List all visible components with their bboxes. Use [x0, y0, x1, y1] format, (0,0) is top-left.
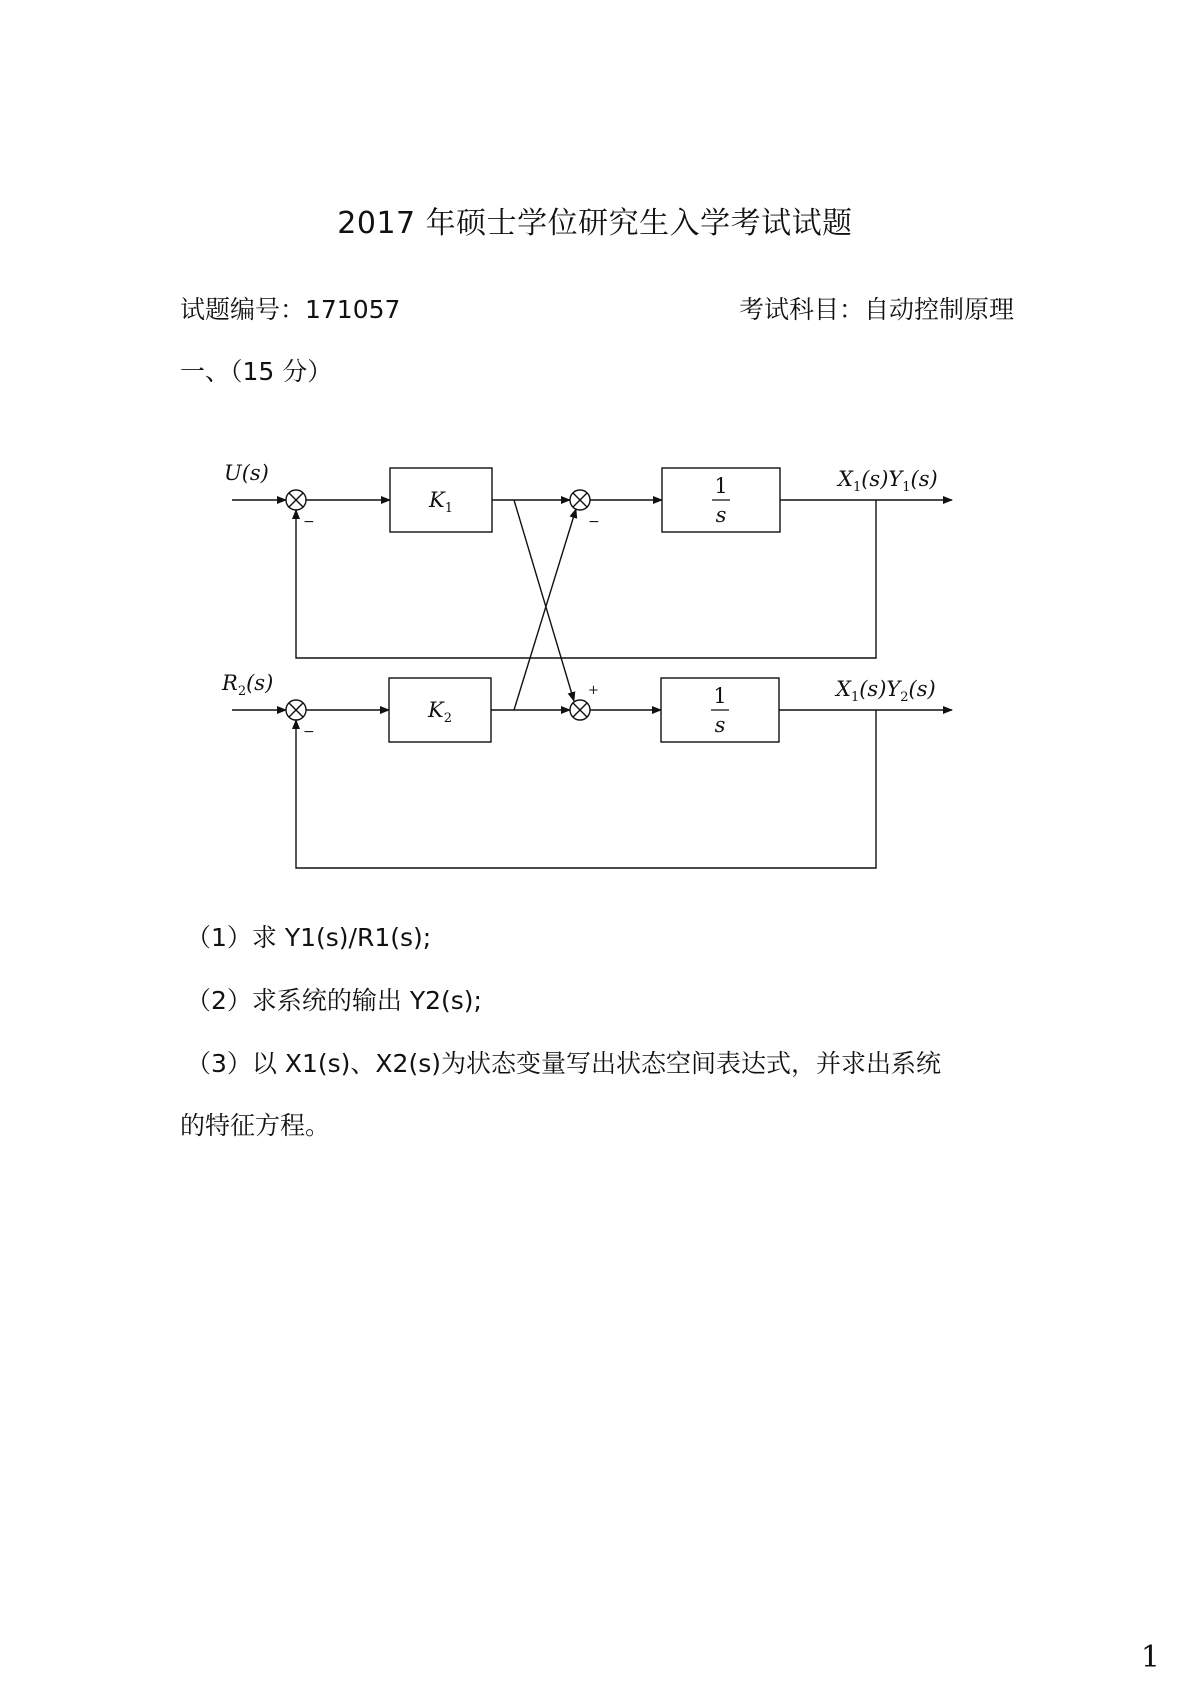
label-input-bottom: $R_2(s)$ — [222, 671, 274, 699]
label-input-top: U(s) — [224, 461, 269, 485]
section-heading: 一、（15 分） — [180, 357, 333, 386]
question-1: （1）求 Y1(s)/R1(s); — [186, 923, 432, 952]
summing-junction-2 — [570, 490, 590, 510]
question-3: （3）以 X1(s)、X2(s)为状态变量写出状态空间表达式，并求出系统 — [186, 1049, 941, 1078]
page-number: 1 — [1140, 1640, 1160, 1675]
question-2: （2）求系统的输出 Y2(s); — [186, 986, 482, 1015]
label-output-top: $X_1(s)Y_1(s)$ — [838, 467, 938, 495]
summing-junction-1 — [286, 490, 306, 510]
label-k2: $K_2$ — [428, 698, 452, 726]
block-diagram — [200, 450, 980, 890]
exam-subject: 考试科目：自动控制原理 — [738, 295, 1014, 324]
summing-junction-4 — [570, 700, 590, 720]
svg-text:1: 1 — [714, 474, 728, 498]
sign-sj4-plus: + — [588, 683, 599, 698]
sign-sj1-minus: − — [303, 514, 315, 530]
page-title: 2017 年硕士学位研究生入学考试试题 — [337, 206, 853, 241]
label-output-bottom: $X_1(s)Y_2(s)$ — [836, 677, 936, 705]
sign-sj3-minus: − — [303, 724, 315, 740]
svg-text:s: s — [715, 503, 727, 527]
label-k1: $K_1$ — [429, 488, 453, 516]
sign-sj2-minus: − — [588, 514, 600, 530]
cross-k1-to-bottom — [514, 500, 574, 701]
svg-text:s: s — [714, 713, 726, 737]
cross-k2-to-top — [514, 509, 576, 710]
summing-junction-3 — [286, 700, 306, 720]
feedback-top — [296, 500, 876, 658]
feedback-bottom — [296, 710, 876, 868]
question-3-continued: 的特征方程。 — [180, 1111, 331, 1140]
exam-code: 试题编号：171057 — [180, 295, 401, 324]
svg-text:1: 1 — [713, 684, 727, 708]
